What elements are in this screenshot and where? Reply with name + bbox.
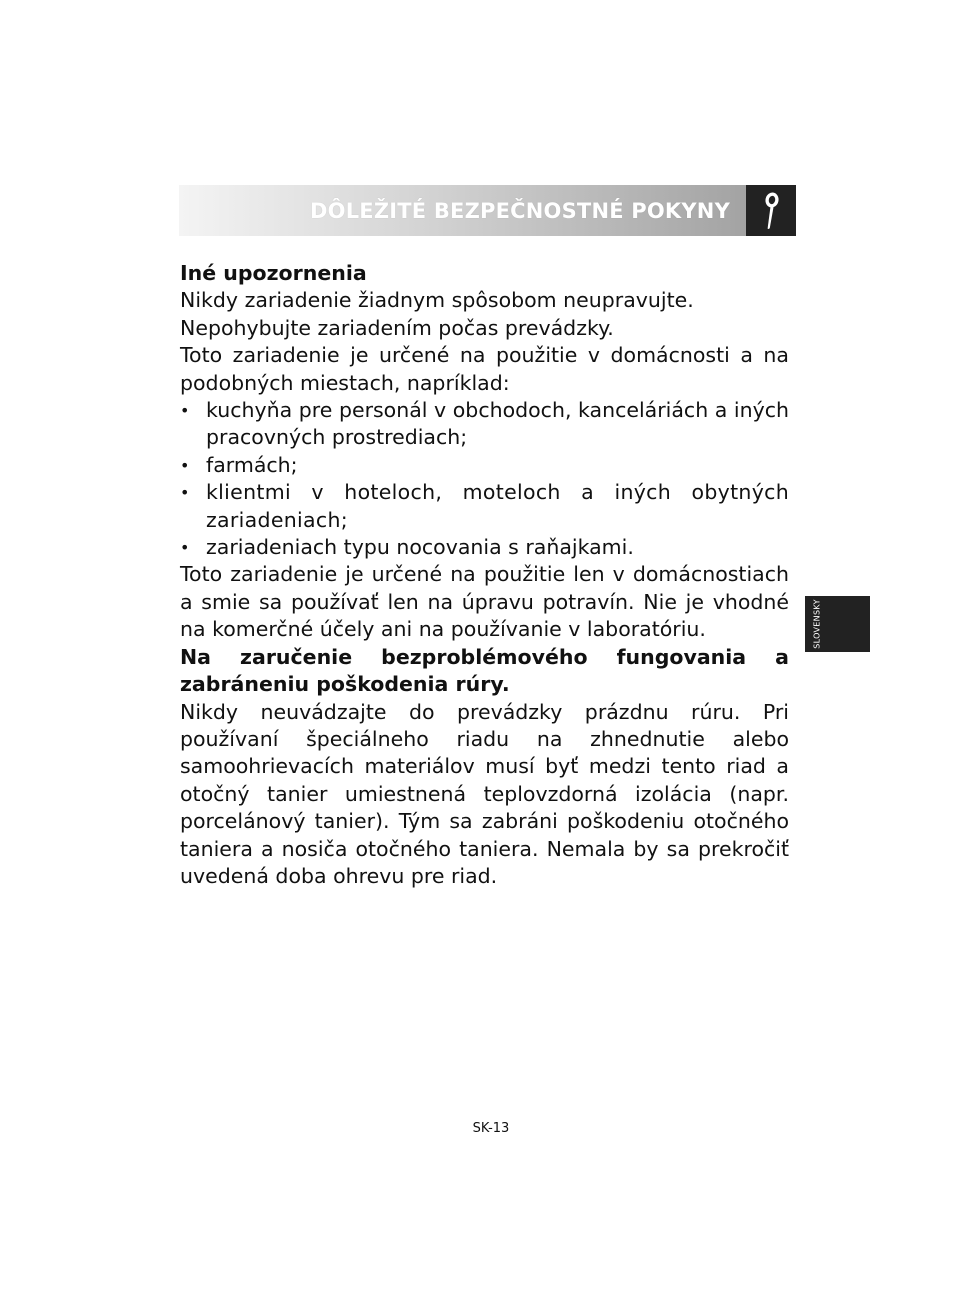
section-header bbox=[179, 185, 746, 236]
language-tab bbox=[805, 596, 870, 652]
header-icon-box bbox=[746, 185, 796, 236]
list-item: • kuchyňa pre personál v obchodoch, kanceláriách a iných pracovných prostrediach; bbox=[180, 397, 789, 452]
heading-proper-function: Na zaručenie bezproblémového fungovania a zabráneniu poškodenia rúry. bbox=[180, 644, 789, 697]
list-item: • klientmi v hoteloch, moteloch a iných obytných zariadeniach; bbox=[180, 479, 789, 534]
heading-other-warnings: Iné upozornenia bbox=[180, 261, 367, 285]
header-title: DÔLEŽITÉ BEZPEČNOSTNÉ POKYNY bbox=[310, 198, 730, 223]
list-item: • zariadeniach typu nocovania s raňajkami. bbox=[180, 534, 789, 561]
paragraph-empty-oven: Nikdy neuvádzajte do prevádzky prázdnu rúru. Pri používaní špeciálneho riadu na zhnednutie alebo samoohrievacích materiálov musí byť medzi tento riad a otočný tanier umiestnená teplovzdorná izolácia (napr. porcelánový tanier). Tým sa zabráni poškodeniu otočného taniera a nosiča otočného taniera. Nemala by sa prekročiť uvedená doba ohrevu pre riad. bbox=[180, 699, 789, 888]
usage-locations-list bbox=[180, 397, 789, 561]
paragraph-no-move: Nepohybujte zariadením počas prevádzky. bbox=[180, 315, 614, 340]
list-item: • farmách; bbox=[180, 452, 789, 479]
paragraph-household-use: Toto zariadenie je určené na použitie v domácnosti a na podobných miestach, napríklad: bbox=[180, 343, 789, 395]
paragraph-household-only: Toto zariadenie je určené na použitie len v domácnostiach a smie sa používať len na úpravu potravín. Nie je vhodné na komerčné účely ani na používanie v laboratóriu. bbox=[180, 562, 789, 642]
language-tab-label: SLOVENSKY bbox=[812, 599, 822, 649]
spoon-icon bbox=[759, 191, 783, 231]
main-content bbox=[180, 260, 789, 890]
page-number: SK-13 bbox=[472, 1121, 510, 1136]
paragraph-no-modify: Nikdy zariadenie žiadnym spôsobom neupravujte. bbox=[180, 288, 694, 313]
